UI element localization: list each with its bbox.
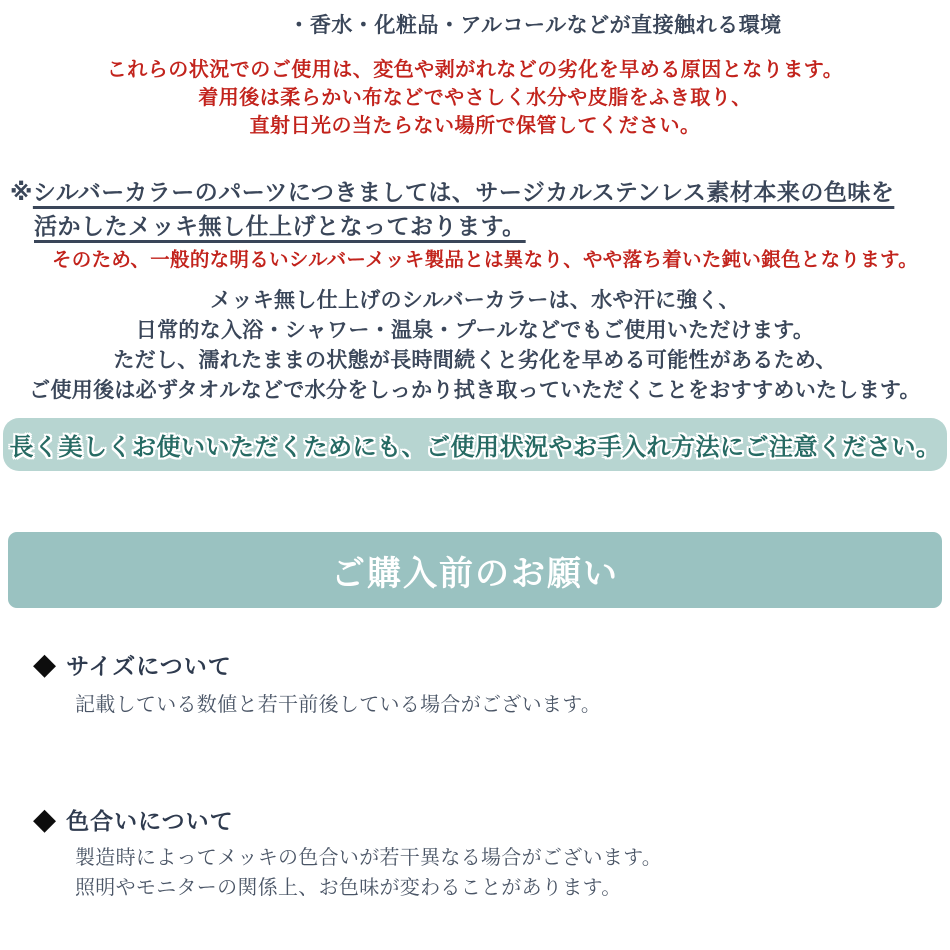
paragraph-line: ただし、濡れたままの状態が長時間続くと劣化を早める可能性があるため、 xyxy=(113,349,837,372)
silver-color-red-note: そのため、一般的な明るいシルバーメッキ製品とは異なり、やや落ち着いた鈍い銀色となります。 xyxy=(52,249,919,271)
paragraph-line: ご使用後は必ずタオルなどで水分をしっかり拭き取っていただくことをおすすめいたします。 xyxy=(29,379,921,402)
diamond-bullet-icon: ◆ xyxy=(33,647,58,681)
silver-parts-note xyxy=(10,177,894,242)
color-section-body xyxy=(75,843,662,903)
color-section-line: 製造時によってメッキの色合いが若干異なる場合がございます。 xyxy=(75,847,663,869)
warning-line: 直射日光の当たらない場所で保管してください。 xyxy=(249,115,701,137)
environment-bullet-item: ・香水・化粧品・アルコールなどが直接触れる環境 xyxy=(288,14,782,37)
size-section-body xyxy=(75,690,601,720)
color-section-title: 色合いについて xyxy=(66,808,234,834)
silver-note-line-1 xyxy=(10,177,894,208)
silver-note-line-2 xyxy=(34,211,894,242)
size-section-header xyxy=(33,648,232,681)
warning-line: 着用後は柔らかい布などでやさしく水分や皮脂をふき取り、 xyxy=(198,87,752,109)
paragraph-line: メッキ無し仕上げのシルバーカラーは、水や汗に強く、 xyxy=(210,289,740,312)
note-marker: ※ xyxy=(10,179,33,205)
care-notice-banner: 長く美しくお使いいただくためにも、ご使用状況やお手入れ方法にご注意ください。 xyxy=(3,418,947,471)
silver-note-underlined-text-2: 活かしたメッキ無し仕上げとなっております。 xyxy=(34,213,526,239)
color-section-header xyxy=(33,803,234,836)
diamond-bullet-icon: ◆ xyxy=(33,802,58,836)
size-section-line: 記載している数値と若干前後している場合がございます。 xyxy=(75,694,602,716)
silver-note-underlined-text-1: シルバーカラーのパーツにつきましては、サージカルステンレス素材本来の色味を xyxy=(32,179,895,205)
paragraph-line: 日常的な入浴・シャワー・温泉・プールなどでもご使用いただけます。 xyxy=(135,319,815,342)
deterioration-warning-block xyxy=(0,56,950,140)
size-section-title: サイズについて xyxy=(66,653,232,679)
pre-purchase-request-header: ご購入前のお願い xyxy=(8,532,942,608)
color-section-line: 照明やモニターの関係上、お色味が変わることがあります。 xyxy=(75,877,622,899)
silver-durability-paragraph xyxy=(0,286,950,406)
warning-line: これらの状況でのご使用は、変色や剥がれなどの劣化を早める原因となります。 xyxy=(106,59,844,81)
